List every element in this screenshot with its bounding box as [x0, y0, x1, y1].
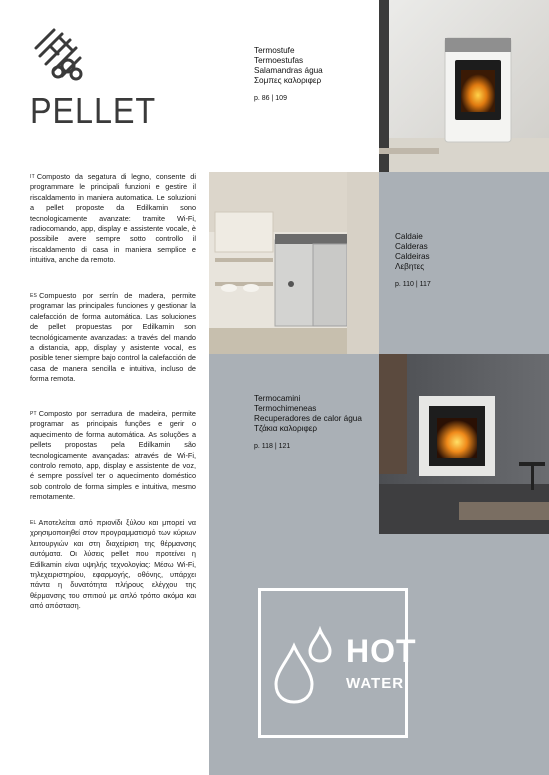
- category-line: Λεβητες: [395, 262, 425, 271]
- fireplace-photo: [379, 354, 549, 534]
- category-line: Recuperadores de calor água: [254, 414, 362, 423]
- page-title: PELLET: [30, 90, 157, 131]
- description-text: Αποτελείται από πριονίδι ξύλου και μπορεί να χρησιμοποιηθεί στον προγραμματισμό των κύριων λειτουργιών και στη διαχείριση της θέρμανσης αυτόματα. Οι λύσεις pellet που προτείνει η Edilkamin είναι υψηλής τεχνολογίας: Μέσω Wi-Fi, τηλεχειριστηρίου, εφαρμογής, οθόνης, υπάρχει πάντα η δυνατότητα πλήρους ελέγχου της θέρμανσης του σπιτιού με απλό τρόπο ακόμα και από απόσταση.: [30, 518, 196, 611]
- category-line: Termocamini: [254, 394, 301, 403]
- lang-code: EL: [30, 520, 37, 526]
- badge-subtitle: WATER: [346, 675, 405, 692]
- badge-title: HOT: [346, 633, 417, 669]
- boiler-photo: [209, 172, 379, 354]
- category-line: Τζάκια καλοριφερ: [254, 424, 318, 433]
- description-it: [30, 172, 196, 266]
- category-line: Σομπες καλοριφερ: [254, 76, 322, 85]
- water-drops-icon: [272, 626, 340, 706]
- logs-bundle-icon: [30, 26, 88, 84]
- page-range: p. 86 | 109: [254, 95, 287, 102]
- category-line: Termostufe: [254, 46, 295, 55]
- description-el: [30, 518, 196, 612]
- page-range: p. 118 | 121: [254, 443, 291, 450]
- lang-code: PT: [30, 411, 37, 417]
- description-es: [30, 291, 196, 385]
- category-line: Salamandras água: [254, 66, 323, 75]
- lang-code: ES: [30, 293, 38, 299]
- category-line: Termochimeneas: [254, 404, 317, 413]
- category-line: Caldaie: [395, 232, 423, 241]
- category-termocamini-text: [254, 394, 362, 452]
- description-pt: [30, 409, 196, 503]
- description-text: Compuesto por serrín de madera, permite programar las principales funciones y gestionar la calefacción de forma automática. Las soluciones de pellet propuestas por Edilkamin son tecnológicamente avanzadas: a través del mando a distancia, app, display y asistente vocal, es posible tener siempre bajo control la calefacción de casa de manera sencilla e intuitiva, incluso de forma remota.: [30, 291, 196, 384]
- description-text: Composto por serradura de madeira, permite programar as principais funções e gerir o aquecimento de forma automática. As soluções a pellets propostas pela Edilkamin são tecnologicamente avançadas: através de Wi-Fi, controlo remoto, app, display e assistente de voz, é sempre possível ter o aquecimento doméstico sob controlo de forma simples e intuitiva, mesmo remotamente.: [30, 409, 196, 502]
- category-line: Termoestufas: [254, 56, 304, 65]
- stove-photo: [379, 0, 549, 172]
- description-text: Composto da segatura di legno, consente di programmare le principali funzioni e gestire il riscaldamento in maniera automatica. Le soluzioni a pellet proposte da Edilkamin sono tecnologicamente avanzate: tramite Wi-Fi, radiocomando, app, display e assistente vocale, è possibile avere sempre sotto controllo il riscaldamento di casa in maniera semplice e intuitiva, anche da remoto.: [30, 172, 196, 265]
- lang-code: IT: [30, 174, 35, 180]
- category-caldaie-text: [395, 232, 431, 290]
- category-line: Caldeiras: [395, 252, 430, 261]
- page-range: p. 110 | 117: [395, 281, 431, 288]
- category-termostufe-text: [254, 46, 323, 104]
- category-line: Calderas: [395, 242, 428, 251]
